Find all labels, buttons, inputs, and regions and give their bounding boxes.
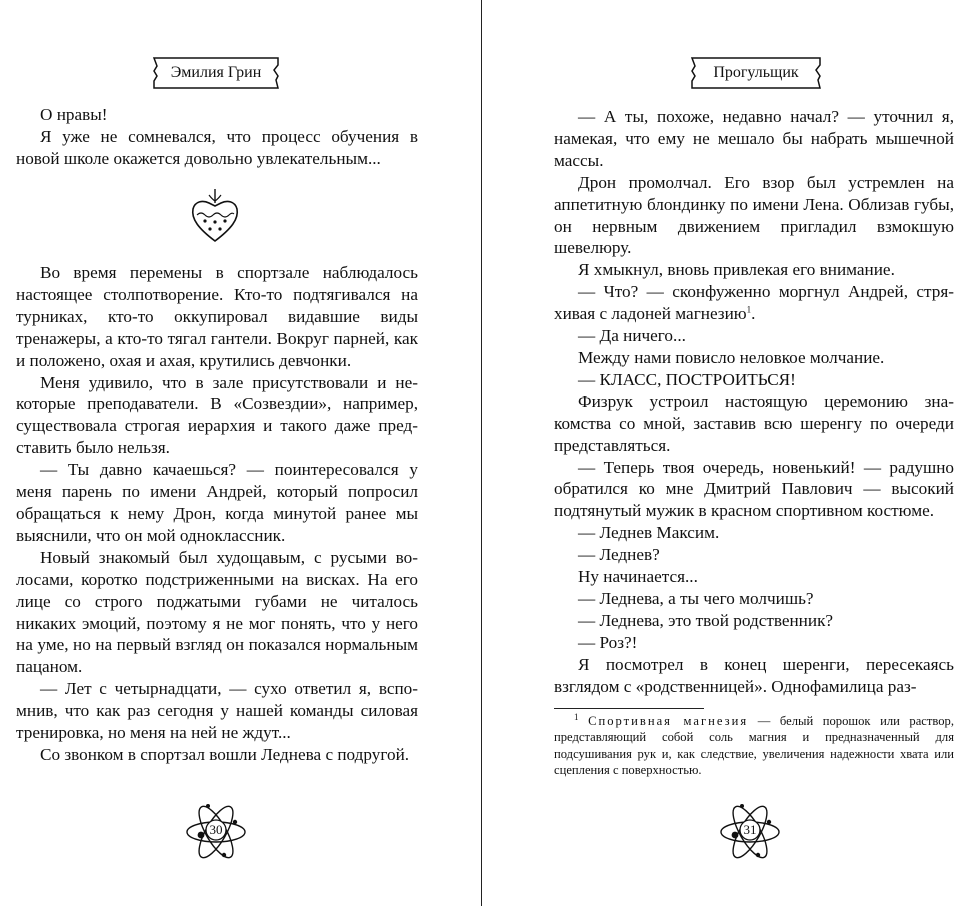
footnote-marker: 1 (574, 711, 579, 722)
footnote-rule (554, 708, 704, 709)
footnote-text: — белый порошок или раствор, представляющий собой соль магния и предназначенный для подсушивания рук и, как следствие, увеличения надежности хвата или сцепления с поверхностью. (554, 714, 954, 778)
paragraph: О нравы! (40, 105, 108, 124)
paragraph: Во время перемены в спортзале наблюдалось настоящее столпотворение. Кто-то подтягивался на турниках, кто-то оккупировал видавшие виды тренажеры, а кто-то тягал гантели. Вокруг парней, как и положено, охая и ахая, крутились девчонки. (16, 263, 418, 370)
paragraph: — А ты, похоже, недавно начал? — уточнил я, намекая, что ему не мешало бы набрать мышечной массы. (554, 107, 954, 170)
footnote-ref: 1 (746, 304, 752, 315)
page-number-badge (718, 800, 782, 864)
paragraph: — Леднев? (578, 545, 660, 565)
paragraph-text: — Что? — сконфуженно моргнул Андрей, стряхивая с ладоней магнезию (554, 282, 954, 324)
running-header (686, 56, 826, 90)
paragraph: Меня удивило, что в зале присутствовали и некоторые преподаватели. В «Созвездии», например, существовала строгая иерархия и такого даже представить было нельзя. (16, 372, 418, 458)
paragraph: — Леднева, а ты чего молчишь? (578, 588, 814, 608)
paragraph: — Лет с четырнадцати, — сухо ответил я, вспомнив, что как раз сегодня у нашей команды силовая тренировка, но меня на ней не ждут... (16, 679, 418, 743)
paragraph: — КЛАСС, ПОСТРОИТЬСЯ! (578, 369, 796, 389)
page-number: 31 (743, 822, 757, 837)
paragraph: Я хмыкнул, вновь привлекая его внимание. (578, 260, 895, 280)
paragraph: Я посмотрел в конец шеренги, пересекаясь взглядом с «родственницей». Однофамилица раз- (554, 654, 954, 696)
strawberry-ornament-icon (185, 187, 245, 245)
paragraph: — Леднева, это твой родственник? (578, 610, 834, 630)
paragraph: Я уже не сомневался, что процесс обучения в новой школе окажется довольно увлекательным... (16, 126, 418, 168)
page-number-badge (184, 800, 248, 864)
paragraph: — Леднев Максим. (578, 523, 720, 543)
running-header-text: Эмилия Грин (170, 64, 262, 81)
body-text-intro (16, 104, 418, 170)
paragraph: — Теперь твоя очередь, новенький! — радушно обратился ко мне Дмитрий Павлович — высокий подтянутый мужик в красном спортивном костюме. (554, 457, 954, 521)
page-number: 30 (209, 822, 223, 837)
paragraph: Между нами повисло неловкое молчание. (578, 347, 885, 367)
running-header-text: Прогульщик (713, 64, 799, 81)
footnote (554, 713, 954, 779)
paragraph: Со звонком в спортзал вошли Леднева с подругой. (40, 744, 410, 764)
paragraph: Физрук устроил настоящую церемонию знакомства со мной, заставив всю шеренгу по очереди представляться. (554, 391, 954, 455)
running-header (148, 56, 284, 90)
body-text-main (554, 106, 954, 697)
right-page (482, 0, 962, 906)
footnote-paragraph (554, 713, 954, 779)
body-text-main (16, 262, 418, 766)
footnote-term: Спортивная магнезия (588, 714, 749, 728)
paragraph: Ну начинается... (578, 567, 698, 587)
paragraph: Новый знакомый был худощавым, с русыми волосами, коротко подстриженными на висках. На его лице со строго поджатыми губами не читалось никаких эмоций, поэтому я не мог понять, что у него на уме, но на первый взгляд он показался нормальным пацаном. (16, 547, 418, 677)
paragraph: — Ты давно качаешься? — поинтересовался у меня парень по имени Андрей, который попросил обращаться к нему Дрон, когда минутой ранее мы выяснили, что он мой одноклассник. (16, 460, 418, 545)
paragraph: — Что? — сконфуженно моргнул Андрей, стряхивая с ладоней магнезию$^1$. (554, 282, 954, 324)
paragraph: — Роз?! (578, 632, 638, 652)
paragraph: — Да ничего... (578, 326, 686, 346)
paragraph: Дрон промолчал. Его взор был устремлен на аппетитную блондинку по имени Лена. Облизав губы, он нервным движением пригладил взмокшую шевелюру. (554, 172, 954, 258)
